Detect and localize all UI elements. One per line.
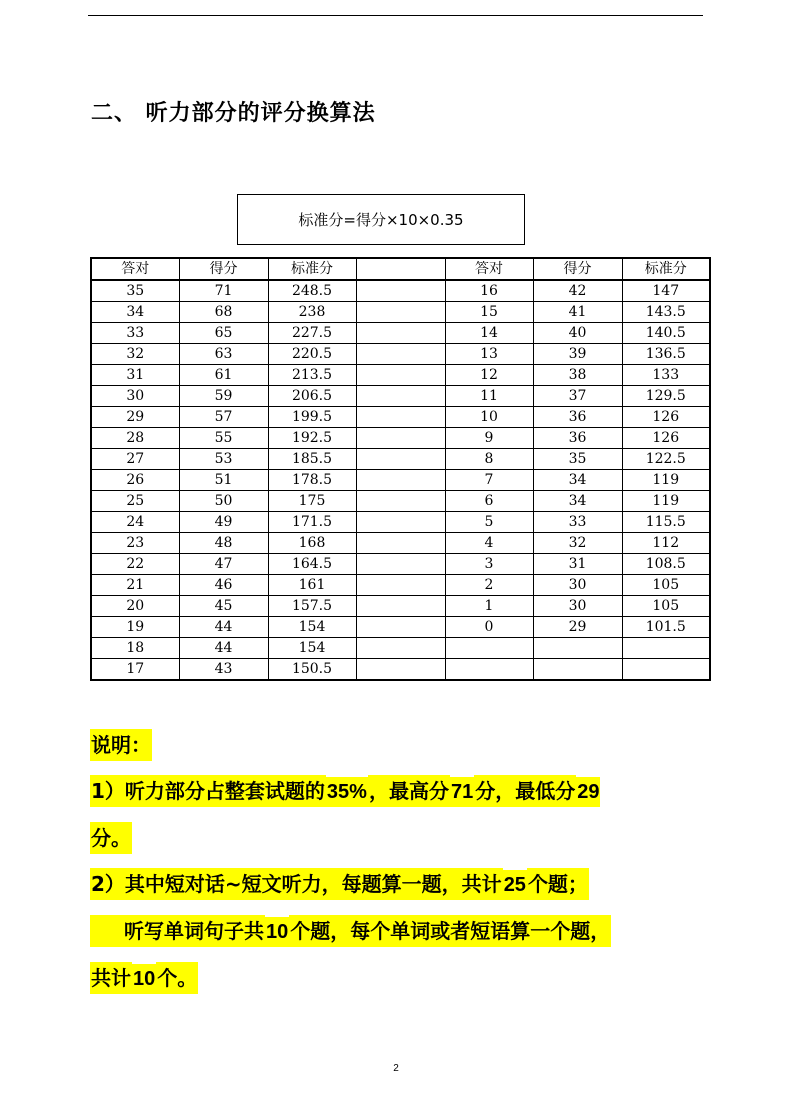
table-cell — [356, 302, 445, 323]
table-cell: 17 — [91, 659, 179, 681]
table-cell: 150.5 — [268, 659, 356, 681]
table-cell: 50 — [179, 491, 268, 512]
table-cell: 63 — [179, 344, 268, 365]
notes-line-1 — [90, 768, 710, 815]
column-header — [356, 258, 445, 280]
table-cell — [356, 512, 445, 533]
column-header: 得分 — [179, 258, 268, 280]
table-row — [91, 344, 710, 365]
formula-box — [237, 194, 525, 245]
table-row — [91, 386, 710, 407]
table-cell: 206.5 — [268, 386, 356, 407]
table-cell: 164.5 — [268, 554, 356, 575]
table-row — [91, 659, 710, 681]
table-cell — [356, 386, 445, 407]
note-number: 10 — [265, 917, 289, 947]
table-cell: 42 — [533, 280, 622, 302]
table-cell: 3 — [445, 554, 533, 575]
table-cell: 129.5 — [622, 386, 710, 407]
table-cell: 31 — [533, 554, 622, 575]
table-cell: 143.5 — [622, 302, 710, 323]
table-cell: 51 — [179, 470, 268, 491]
table-cell: 119 — [622, 470, 710, 491]
table-header-row — [91, 258, 710, 280]
table-cell — [356, 638, 445, 659]
table-cell: 133 — [622, 365, 710, 386]
table-cell: 29 — [533, 617, 622, 638]
table-cell: 18 — [91, 638, 179, 659]
table-cell — [445, 638, 533, 659]
table-cell: 171.5 — [268, 512, 356, 533]
note-text: 分，最低分 — [474, 775, 576, 807]
table-cell: 108.5 — [622, 554, 710, 575]
table-row — [91, 533, 710, 554]
table-cell — [622, 638, 710, 659]
table-row — [91, 365, 710, 386]
notes-heading-line — [90, 722, 710, 768]
header-rule — [88, 15, 703, 16]
column-header: 标准分 — [622, 258, 710, 280]
table-cell: 26 — [91, 470, 179, 491]
table-cell: 55 — [179, 428, 268, 449]
table-cell — [356, 554, 445, 575]
table-cell: 37 — [533, 386, 622, 407]
table-cell: 27 — [91, 449, 179, 470]
note-text: 个。 — [156, 962, 198, 994]
table-cell: 178.5 — [268, 470, 356, 491]
table-cell: 13 — [445, 344, 533, 365]
table-cell: 105 — [622, 596, 710, 617]
table-cell: 29 — [91, 407, 179, 428]
table-cell: 57 — [179, 407, 268, 428]
table-cell: 25 — [91, 491, 179, 512]
table-cell: 112 — [622, 533, 710, 554]
table-cell: 115.5 — [622, 512, 710, 533]
table-cell — [356, 659, 445, 681]
note-number: 29 — [576, 777, 600, 807]
note-text: 个题，每个单词或者短语算一个题， — [289, 915, 611, 947]
table-cell — [356, 344, 445, 365]
score-conversion-table — [90, 257, 711, 681]
table-cell: 35 — [91, 280, 179, 302]
table-cell: 30 — [533, 596, 622, 617]
table-row — [91, 554, 710, 575]
table-cell — [356, 428, 445, 449]
table-cell: 71 — [179, 280, 268, 302]
table-cell — [356, 575, 445, 596]
table-cell: 24 — [91, 512, 179, 533]
table-cell: 22 — [91, 554, 179, 575]
table-cell: 7 — [445, 470, 533, 491]
notes-line-2 — [90, 815, 710, 861]
table-cell: 23 — [91, 533, 179, 554]
table-cell — [356, 596, 445, 617]
notes-line-5 — [90, 955, 710, 1002]
table-cell — [622, 659, 710, 681]
table-cell: 9 — [445, 428, 533, 449]
note-number: 35% — [326, 777, 368, 807]
table-cell: 154 — [268, 617, 356, 638]
table-cell: 43 — [179, 659, 268, 681]
table-row — [91, 638, 710, 659]
table-row — [91, 575, 710, 596]
note-text: ，最高分 — [368, 775, 450, 807]
table-cell: 11 — [445, 386, 533, 407]
table-cell: 185.5 — [268, 449, 356, 470]
table-cell — [356, 407, 445, 428]
table-cell: 34 — [533, 470, 622, 491]
table-row — [91, 491, 710, 512]
table-cell: 48 — [179, 533, 268, 554]
table-cell: 213.5 — [268, 365, 356, 386]
table-cell: 5 — [445, 512, 533, 533]
table-cell: 154 — [268, 638, 356, 659]
table-cell: 192.5 — [268, 428, 356, 449]
note-text: 听写单词句子共 — [90, 915, 265, 947]
table-cell: 227.5 — [268, 323, 356, 344]
table-cell: 20 — [91, 596, 179, 617]
table-cell: 126 — [622, 428, 710, 449]
notes-section — [90, 722, 710, 1002]
table-cell: 32 — [533, 533, 622, 554]
table-cell: 68 — [179, 302, 268, 323]
table-cell: 101.5 — [622, 617, 710, 638]
table-cell: 44 — [179, 638, 268, 659]
table-row — [91, 596, 710, 617]
table-row — [91, 512, 710, 533]
table-cell: 126 — [622, 407, 710, 428]
column-header: 答对 — [91, 258, 179, 280]
table-cell: 21 — [91, 575, 179, 596]
table-cell — [533, 659, 622, 681]
table-cell: 38 — [533, 365, 622, 386]
table-cell — [356, 533, 445, 554]
table-cell: 16 — [445, 280, 533, 302]
table-cell: 47 — [179, 554, 268, 575]
page-number: 2 — [393, 1063, 399, 1074]
table-row — [91, 323, 710, 344]
table-cell: 2 — [445, 575, 533, 596]
note-number: 10 — [132, 964, 156, 994]
table-cell: 0 — [445, 617, 533, 638]
table-cell: 36 — [533, 407, 622, 428]
table-cell — [356, 470, 445, 491]
note-text: 2）其中短对话~短文听力，每题算一题，共计 — [90, 868, 503, 900]
note-text: 分。 — [90, 822, 132, 854]
table-cell: 31 — [91, 365, 179, 386]
table-cell: 199.5 — [268, 407, 356, 428]
table-cell: 238 — [268, 302, 356, 323]
table-cell — [356, 365, 445, 386]
table-row — [91, 302, 710, 323]
table-row — [91, 407, 710, 428]
table-row — [91, 617, 710, 638]
table-cell: 45 — [179, 596, 268, 617]
notes-heading: 说明： — [90, 729, 152, 761]
table-cell: 157.5 — [268, 596, 356, 617]
table-cell: 44 — [179, 617, 268, 638]
table-cell: 40 — [533, 323, 622, 344]
table-cell: 30 — [91, 386, 179, 407]
table-cell: 8 — [445, 449, 533, 470]
note-text: 1）听力部分占整套试题的 — [90, 775, 326, 807]
table-cell: 122.5 — [622, 449, 710, 470]
table-row — [91, 428, 710, 449]
table-cell: 65 — [179, 323, 268, 344]
table-cell: 32 — [91, 344, 179, 365]
table-cell — [356, 491, 445, 512]
note-text: 个题； — [527, 868, 589, 900]
table-cell: 19 — [91, 617, 179, 638]
table-cell: 105 — [622, 575, 710, 596]
table-cell: 119 — [622, 491, 710, 512]
table-cell: 15 — [445, 302, 533, 323]
table-cell: 33 — [91, 323, 179, 344]
table-cell: 33 — [533, 512, 622, 533]
table-cell: 140.5 — [622, 323, 710, 344]
table-cell: 28 — [91, 428, 179, 449]
table-cell: 36 — [533, 428, 622, 449]
table-cell: 34 — [533, 491, 622, 512]
table-cell: 1 — [445, 596, 533, 617]
column-header: 答对 — [445, 258, 533, 280]
table-cell: 220.5 — [268, 344, 356, 365]
table-cell: 46 — [179, 575, 268, 596]
table-cell: 41 — [533, 302, 622, 323]
table-cell: 10 — [445, 407, 533, 428]
table-cell: 34 — [91, 302, 179, 323]
column-header: 得分 — [533, 258, 622, 280]
table-cell — [356, 323, 445, 344]
table-cell: 136.5 — [622, 344, 710, 365]
table-row — [91, 470, 710, 491]
table-cell: 53 — [179, 449, 268, 470]
table-cell — [356, 280, 445, 302]
table-cell — [356, 449, 445, 470]
column-header: 标准分 — [268, 258, 356, 280]
notes-line-4 — [90, 908, 710, 955]
table-cell: 147 — [622, 280, 710, 302]
table-row — [91, 449, 710, 470]
table-cell — [533, 638, 622, 659]
note-text: 共计 — [90, 962, 132, 994]
table-cell — [445, 659, 533, 681]
note-number: 71 — [450, 777, 474, 807]
notes-line-3 — [90, 861, 710, 908]
table-row — [91, 280, 710, 302]
table-cell: 6 — [445, 491, 533, 512]
note-number: 25 — [503, 870, 527, 900]
table-cell: 168 — [268, 533, 356, 554]
table-cell: 35 — [533, 449, 622, 470]
table-cell: 14 — [445, 323, 533, 344]
table-cell: 61 — [179, 365, 268, 386]
section-title: 二、 听力部分的评分换算法 — [91, 101, 376, 126]
table-cell: 248.5 — [268, 280, 356, 302]
table-cell: 39 — [533, 344, 622, 365]
table-cell: 175 — [268, 491, 356, 512]
formula-text: 标准分=得分×10×0.35 — [298, 211, 464, 229]
table-cell: 4 — [445, 533, 533, 554]
table-cell: 49 — [179, 512, 268, 533]
table-cell: 12 — [445, 365, 533, 386]
table-cell: 59 — [179, 386, 268, 407]
table-cell — [356, 617, 445, 638]
table-cell: 161 — [268, 575, 356, 596]
table-cell: 30 — [533, 575, 622, 596]
